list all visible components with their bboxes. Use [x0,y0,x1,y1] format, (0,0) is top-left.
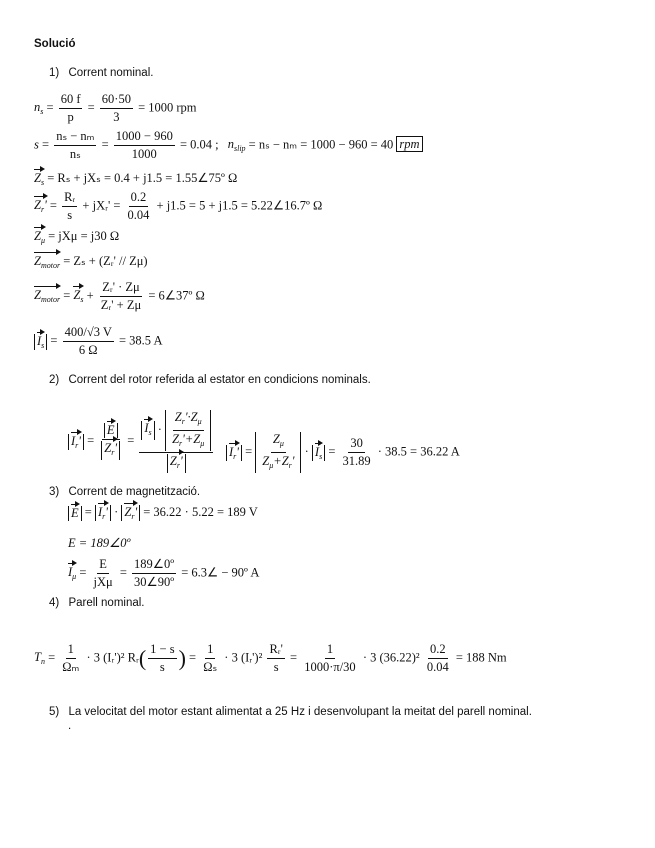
tn-e-num: 1 [325,642,335,659]
item-1 [49,67,153,79]
tn-b-den: s [159,660,165,674]
tn-e-den: 1000·π/30 [304,660,356,674]
zr-mid: + jXᵣ' = [82,198,121,213]
equation-ns: $n_s$ = $\frac{60 f}{p}$ = $\frac{60\cdot 50}{3}$ = 1000 rpm [34,92,197,124]
tn-mid2: · 3 (Iᵣ')² [224,650,263,665]
equation-e-magnitude: $E = I_r' \cdot Z_r' = 36.22 \cdot 5.22 = 189$ V [68,505,258,521]
equation-zmu: $Z_\mu = jX\mu = j30$ Ω [34,229,120,245]
e-phasor-expression: E = 189∠0º [68,536,131,550]
zmotor2-frac-num: Zᵣ' · Zμ [100,280,142,297]
tn-b-num: 1 − s [148,642,176,659]
zr-result: + j1.5 = 5 + j1.5 = 5.22∠16.7º Ω [156,198,323,213]
zs-expression: = Rₛ + jXₛ = 0.4 + j1.5 = 1.55∠75º Ω [47,171,238,185]
ns-result: = 1000 rpm [138,100,197,115]
s-frac2-num: 1000 − 960 [114,129,175,146]
item-1-number: 1) [49,67,60,79]
item-3-label: Corrent de magnetització. [68,486,201,498]
tn-c-num: 1 [205,642,215,659]
s-frac-den: nₛ [69,147,81,161]
item-2 [49,374,371,386]
equation-is: $I_s$ = $\frac{400/√3 V}{6 \Omega}$ = 38.5 A [34,325,163,358]
ir-frac-den: 31.89 [342,454,371,468]
tn-f-num: 0.2 [428,642,448,659]
zmotor1-expression: = Zₛ + (Zᵣ' // Zμ) [63,254,148,268]
equation-slip: s = $\frac{\text{nₛ − nₘ}}{\text{nₛ}}$ = $\frac{1000 - 960}{1000}$ = 0.04 ; $n_{slip} = n_s - n_m = 1000 - 960 = 40$ rpm [34,129,423,162]
item-5 [49,706,532,718]
zr-frac-num: Rᵣ [62,190,77,207]
s-frac2-den: 1000 [131,147,157,161]
imu-frac-den: jXμ [93,575,113,589]
item-3 [49,486,200,498]
equation-imu: $I_\mu$ = $\frac{E}{\text{jXμ}}$ = $\frac{\text{189∠0º}}{\text{30∠90º}}$ = 6.3∠ − 90º A [68,557,260,589]
ns-frac-num: 60 f [59,92,83,109]
trailing-dot: . [68,720,72,732]
ir-result: · 38.5 = 36.22 A [377,444,460,459]
ns-frac-den: p [67,110,74,124]
imu-frac-num: E [97,557,109,574]
equation-zs: $Z_s = R_s + jX_s = 0.4 + j1.5$ = 1.55∠75º Ω [34,171,238,187]
tn-mid3: · 3 (36.22)² [362,650,420,665]
is-result: = 38.5 A [119,333,163,348]
is-frac-den: 6 Ω [78,343,98,357]
equation-zmotor-1: $Z_{motor} = Z_s$ + (Zᵣ' // Zμ) [34,254,148,270]
zmotor2-frac-den: Zᵣ' + Zμ [100,298,142,312]
tn-d-num: Rᵣ' [267,642,284,659]
zr-frac2-num: 0.2 [129,190,149,207]
ns-frac2-den: 3 [113,110,120,124]
item-1-label: Corrent nominal. [68,67,154,79]
tn-a-num: 1 [66,642,76,659]
zmu-expression: = jXμ = j30 Ω [48,229,120,243]
equation-ir-numeric: $I_r'$ = $\frac{Z_\mu}{Z_\mu+Z_r'}$ · $I_s$ = $\frac{30}{31.89}$ · 38.5 = 36.22 A [226,432,460,473]
tn-d-den: s [273,660,279,674]
tn-a-den: Ωₘ [62,660,80,674]
tn-result: = 188 Nm [455,650,507,665]
imu-frac2-num: 189∠0º [132,557,176,574]
imu-frac2-den: 30∠90º [134,575,175,589]
item-4 [49,597,145,609]
zmotor2-result: = 6∠37º Ω [148,288,205,303]
s-frac-num: nₛ − nₘ [54,129,96,146]
e-magnitude-result: = 36.22 · 5.22 = 189 V [143,505,258,519]
item-5-number: 5) [49,706,60,718]
item-2-label: Corrent del rotor referida al estator en condicions nominals. [68,374,371,386]
is-frac-num: 400/√3 V [63,325,114,342]
equation-torque: $T_n$ = $\frac{1}{\text{Ωₘ}}$ · 3 (Iᵣ')² Rᵣ( $\frac{1 - s}{s}$ ) = $\frac{1}{\text{Ωₛ}}$ · 3 (Iᵣ')² $\frac{\text{Rᵣ'}}{s}$ = $\frac{1}{1000\cdot\pi/30}$ · 3 (36.22)² $\frac{0.2}{0.04}$ = 188 Nm [34,642,507,674]
item-4-number: 4) [49,597,60,609]
equation-zr: $Z_r'$ = $\frac{\text{Rᵣ}}{s}$ + jXᵣ' = $\frac{0.2}{0.04}$ + j1.5 = 5 + j1.5 = 5.22∠16.7º Ω [34,190,323,222]
imu-result: = 6.3∠ − 90º A [181,565,260,580]
solution-heading: Solució [34,38,76,50]
tn-f-den: 0.04 [426,660,449,674]
item-3-number: 3) [49,486,60,498]
ir-frac-num: 30 [348,436,365,453]
zr-frac2-den: 0.04 [127,208,150,222]
equation-ir-general: $I_r'$ = $\frac{E}{Z_r'}$ = $I_s$ · $\frac{Z_r'\cdot Z_\mu}{Z_r'+Z_\mu}$ $Z_r'$ [68,410,215,473]
item-4-label: Parell nominal. [68,597,145,609]
zr-frac-den: s [67,208,73,222]
item-5-label: La velocitat del motor estant alimentat a 25 Hz i desenvolupant la meitat del parell nominal. [68,706,532,718]
tn-c-den: Ωₛ [203,660,218,674]
equation-zmotor-2: $Z_{motor} = Z_s$ + $\frac{\text{Zᵣ' · Zμ}}{\text{Zᵣ' + Zμ}}$ = 6∠37º Ω [34,280,205,312]
equation-e-phasor [68,535,130,551]
tn-mid1: · 3 (Iᵣ')² Rᵣ [86,650,139,665]
item-2-number: 2) [49,374,60,386]
s-result: = 0.04 ; [179,137,219,152]
nslip-expression: = nₛ − nₘ = 1000 − 960 = 40 [248,137,394,152]
ns-frac2-num: 60·50 [100,92,133,109]
nslip-unit: rpm [399,137,420,152]
